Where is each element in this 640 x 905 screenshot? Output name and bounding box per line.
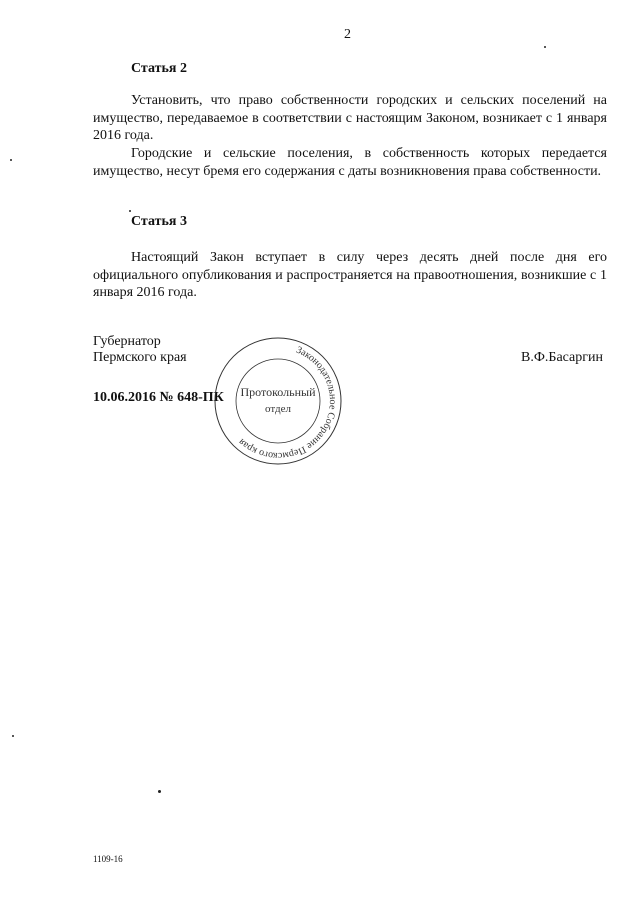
article-3-paragraph-1: Настоящий Закон вступает в силу через десять дней после дня его официального опубликования и распространяется на правоотношения, возникшие с 1 января 2016 года. — [93, 250, 607, 300]
signature-title — [93, 334, 187, 366]
signature-title-line-2: Пермского края — [93, 350, 187, 365]
stamp-center-line-1: Протокольный — [240, 385, 316, 399]
speck — [129, 210, 131, 212]
signature-title-line-1: Губернатор — [93, 334, 161, 349]
stamp-center-line-2: отдел — [265, 403, 291, 415]
stamp-inner-ring — [236, 359, 320, 443]
official-stamp — [213, 336, 343, 466]
article-2-paragraph-2: Городские и сельские поселения, в собственность которых передается имущество, несут бремя его содержания с даты возникновения права собственности. — [93, 146, 607, 179]
signature-name: В.Ф.Басаргин — [521, 350, 603, 365]
article-3-heading: Статья 3 — [131, 214, 187, 229]
stamp-ring-text-path: Законодательное Собрание Пермского края — [236, 344, 339, 462]
article-2-paragraph-1: Установить, что право собственности городских и сельских поселений на имущество, передаваемое в соответствии с настоящим Законом, возникает с 1 января 2016 года. — [93, 93, 607, 143]
speck — [544, 46, 546, 48]
speck — [12, 735, 14, 737]
stamp-outer-ring — [215, 338, 341, 464]
page-number: 2 — [344, 27, 351, 42]
speck — [10, 159, 12, 161]
speck — [158, 790, 161, 793]
stamp-ring-text — [234, 336, 343, 466]
article-2-heading: Статья 2 — [131, 61, 187, 76]
document-code: 1109-16 — [93, 854, 123, 864]
law-date-number: 10.06.2016 № 648-ПК — [93, 390, 224, 405]
